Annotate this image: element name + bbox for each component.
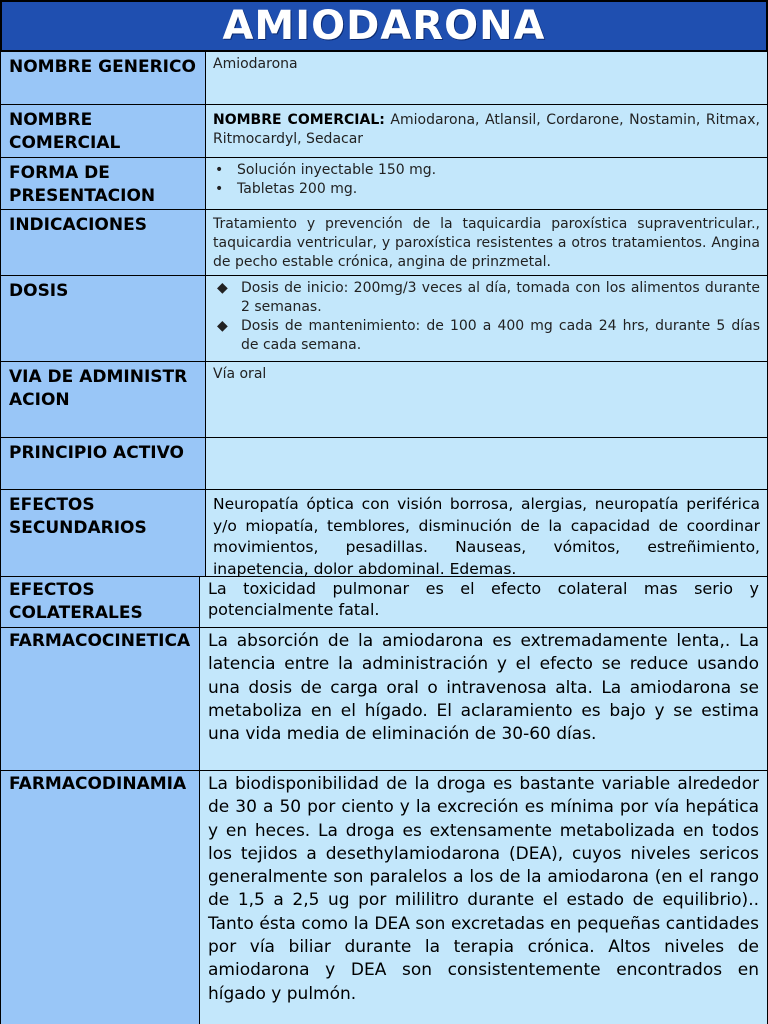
row-label: DOSIS xyxy=(0,276,206,361)
row-efectos-colaterales xyxy=(0,577,768,628)
row-indicaciones xyxy=(0,210,768,276)
row-dosis xyxy=(0,276,768,362)
row-label: EFECTOS COLATERALES xyxy=(0,577,200,627)
row-farmacocinetica xyxy=(0,628,768,771)
row-forma-presentacion xyxy=(0,158,768,210)
row-value: Tratamiento y prevención de la taquicardia paroxística supraventricular., taquicardia ventricular, y paroxística resistentes a otros tratamientos. Angina de pecho estable crónica, angina de prinzmetal. xyxy=(206,210,768,275)
row-label: EFECTOS SECUNDARIOS xyxy=(0,490,206,576)
row-value xyxy=(206,105,768,157)
row-farmacodinamia xyxy=(0,771,768,1024)
row-label: FARMACOCINETICA xyxy=(0,628,200,770)
row-value: La biodisponibilidad de la droga es bastante variable alrededor de 30 a 50 por ciento y la excreción es mínima por vía hepática y en heces. La droga es extensamente metabolizada en todos los tejidos a desethylamiodarona (DEA), cuyos niveles sericos generalmente son paralelos a los de la amiodarona (en el rango de 1,5 a 2,5 ug por mililitro durante el estado de equilibrio).. Tanto ésta como la DEA son excretadas en pequeñas cantidades por vía biliar durante la terapia crónica. Altos niveles de amiodarona y DEA son consistentemente encontrados en hígado y pulmón. xyxy=(200,771,768,1024)
inline-heading: NOMBRE COMERCIAL: xyxy=(213,112,385,128)
row-label: FARMACODINAMIA xyxy=(0,771,200,1024)
list-item: ◆ Dosis de mantenimiento: de 100 a 400 mg cada 24 hrs, durante 5 días de cada semana. xyxy=(217,318,760,353)
row-principio-activo xyxy=(0,438,768,490)
dosage-list xyxy=(213,279,760,355)
title-bar xyxy=(0,0,768,52)
list-item: • Tabletas 200 mg. xyxy=(215,181,358,197)
row-value xyxy=(206,438,768,489)
document-title: AMIODARONA xyxy=(222,3,546,49)
row-label: NOMBRE GENERICO xyxy=(0,52,206,104)
row-label: VIA DE ADMINISTRACION xyxy=(0,362,206,437)
row-nombre-comercial xyxy=(0,105,768,158)
bullet-icon: • xyxy=(215,162,224,178)
row-label: NOMBRE COMERCIAL xyxy=(0,105,206,157)
drug-info-table xyxy=(0,52,768,576)
bullet-icon: • xyxy=(215,181,224,197)
presentation-list xyxy=(213,161,760,199)
row-value xyxy=(206,158,768,209)
row-via-administracion xyxy=(0,362,768,438)
pharmacology-table xyxy=(0,576,768,1024)
row-value: La absorción de la amiodarona es extremadamente lenta,. La latencia entre la administración y el efecto se reduce usando una dosis de carga oral o intravenosa alta. La amiodarona se metaboliza en el hígado. El aclaramiento es bajo y se estima una vida media de eliminación de 30-60 días. xyxy=(200,628,768,770)
list-item: ◆ Dosis de inicio: 200mg/3 veces al día, tomada con los alimentos durante 2 semanas. xyxy=(217,280,760,315)
row-label: INDICACIONES xyxy=(0,210,206,275)
row-value: Amiodarona xyxy=(206,52,768,104)
row-nombre-generico xyxy=(0,52,768,105)
list-item: • Solución inyectable 150 mg. xyxy=(215,162,437,178)
row-efectos-secundarios xyxy=(0,490,768,576)
row-value: La toxicidad pulmonar es el efecto colateral mas serio y potencialmente fatal. xyxy=(200,577,768,627)
diamond-bullet-icon: ◆ xyxy=(217,280,228,296)
row-label: PRINCIPIO ACTIVO xyxy=(0,438,206,489)
row-value xyxy=(206,276,768,361)
row-value: Vía oral xyxy=(206,362,768,437)
diamond-bullet-icon: ◆ xyxy=(217,318,228,334)
row-label: FORMA DE PRESENTACION xyxy=(0,158,206,209)
brand-names: Amiodarona, Atlansil, Cordarone, Nostamin, Ritmax, Ritmocardyl, Sedacar xyxy=(213,112,760,147)
row-value: Neuropatía óptica con visión borrosa, alergias, neuropatía periférica y/o miopatía, temblores, disminución de la capacidad de coordinar movimientos, pesadillas. Nauseas, vómitos, estreñimiento, inapetencia, dolor abdominal. Edemas. xyxy=(206,490,768,576)
